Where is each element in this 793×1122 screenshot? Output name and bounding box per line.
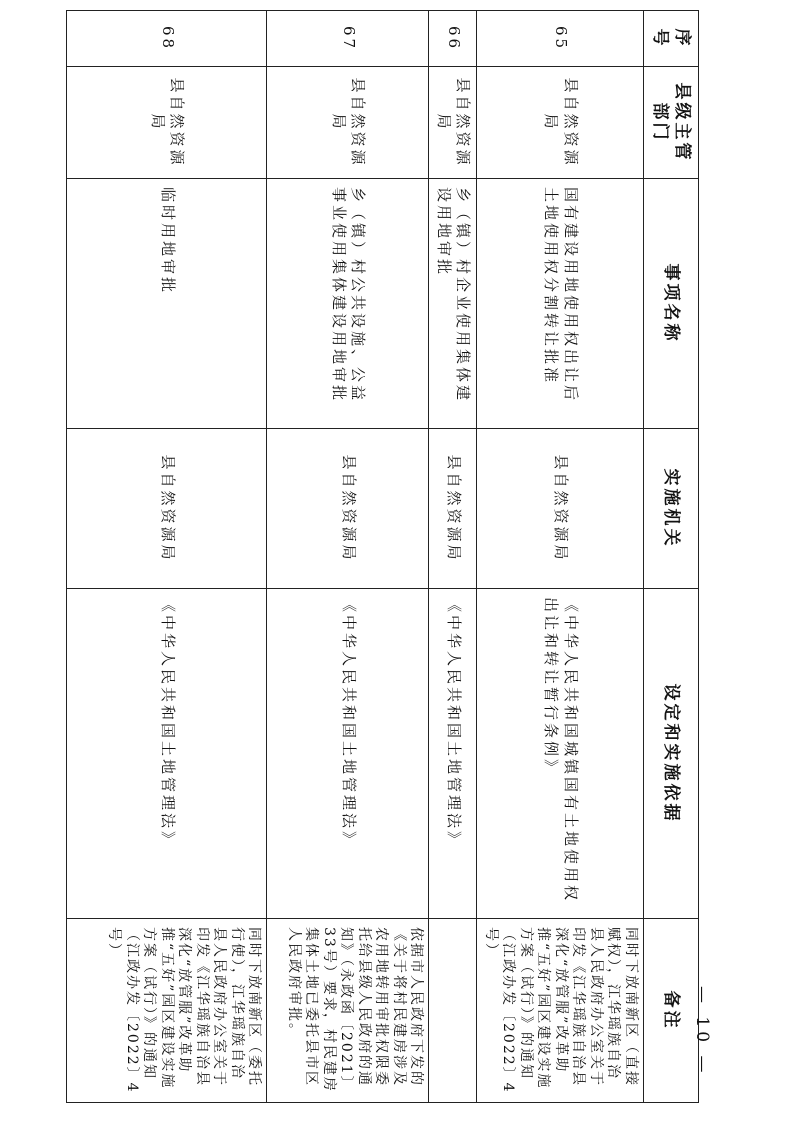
table-row xyxy=(477,11,644,1103)
header-dept: 县级主管部门 xyxy=(644,67,699,179)
page-number: — 10 — xyxy=(692,986,712,1077)
header-note: 备注 xyxy=(644,919,699,1103)
table-row xyxy=(267,11,429,1103)
cell-note: 同时下放南新区（直接赋权），江华瑶族自治县人民政府办公室关于印发《江华瑶族自治县深化“放管服”改革助推“五好”园区建设实施方案（试行）》的通知（江政办发〔2022〕4号） xyxy=(477,919,644,1103)
cell-seq: 67 xyxy=(267,11,429,67)
header-basis: 设定和实施依据 xyxy=(644,589,699,919)
cell-note: 同时下放南新区（委托行使），江华瑶族自治县人民政府办公室关于印发《江华瑶族自治县深化“放管服”改革助推“五好”园区建设实施方案（试行）》的通知（江政办发〔2022〕4号） xyxy=(67,919,267,1103)
items-table xyxy=(67,10,700,1103)
cell-basis: 《中华人民共和国土地管理法》 xyxy=(67,589,267,919)
cell-name: 国有建设用地使用权出让后土地使用权分割转让批准 xyxy=(477,179,644,429)
cell-agency: 县自然资源局 xyxy=(477,429,644,589)
rotated-table-sheet xyxy=(80,10,699,1102)
header-name: 事项名称 xyxy=(644,179,699,429)
cell-dept: 县自然资源局 xyxy=(267,67,429,179)
cell-agency: 县自然资源局 xyxy=(67,429,267,589)
cell-basis: 《中华人民共和国城镇国有土地使用权出让和转让暂行条例》 xyxy=(477,589,644,919)
table-row xyxy=(67,11,267,1103)
cell-seq: 66 xyxy=(429,11,477,67)
cell-seq: 65 xyxy=(477,11,644,67)
header-agency: 实施机关 xyxy=(644,429,699,589)
cell-basis: 《中华人民共和国土地管理法》 xyxy=(267,589,429,919)
cell-agency: 县自然资源局 xyxy=(429,429,477,589)
cell-note: 依据市人民政府下发的《关于将村民建房涉及农用地转用审批权限委托给县级人民政府的通知》（永政函〔2021〕33号）要求，村民建房集体土地已委托县市区人民政府审批。 xyxy=(267,919,429,1103)
cell-dept: 县自然资源局 xyxy=(67,67,267,179)
table-row xyxy=(429,11,477,1103)
cell-name: 临时用地审批 xyxy=(67,179,267,429)
cell-agency: 县自然资源局 xyxy=(267,429,429,589)
cell-dept: 县自然资源局 xyxy=(429,67,477,179)
cell-name: 乡（镇）村公共设施、公益事业使用集体建设用地审批 xyxy=(267,179,429,429)
cell-dept: 县自然资源局 xyxy=(477,67,644,179)
cell-basis: 《中华人民共和国土地管理法》 xyxy=(429,589,477,919)
cell-name: 乡（镇）村企业使用集体建设用地审批 xyxy=(429,179,477,429)
cell-seq: 68 xyxy=(67,11,267,67)
cell-note xyxy=(429,919,477,1103)
table-header-row xyxy=(644,11,699,1103)
header-seq: 序号 xyxy=(644,11,699,67)
